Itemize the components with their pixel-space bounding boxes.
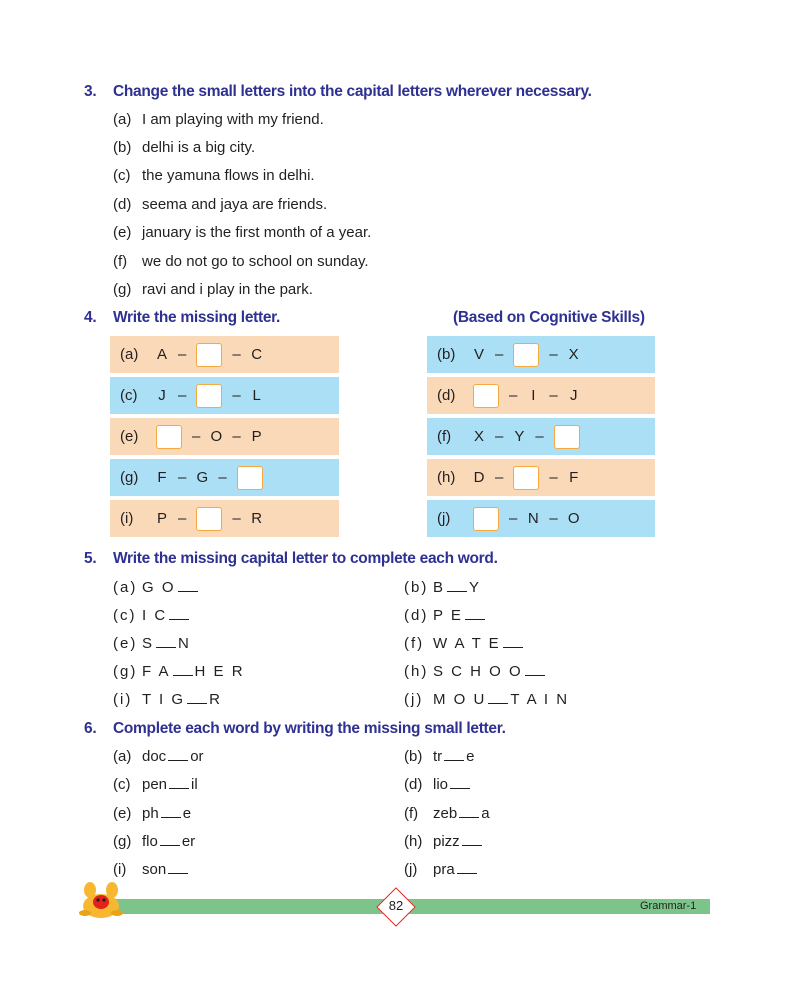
answer-underline[interactable]	[160, 833, 180, 846]
question-6-heading: 6. Complete each word by writing the missing small letter.	[84, 720, 506, 737]
q4-box-j: (j) – N – O	[427, 500, 655, 537]
q3-item-d: (d) seema and jaya are friends.	[113, 196, 328, 213]
q6-item-h: (h) pizz	[404, 833, 484, 850]
question-4-heading: 4. Write the missing letter.	[84, 309, 281, 326]
answer-underline[interactable]	[459, 805, 479, 818]
answer-underline[interactable]	[447, 579, 467, 592]
q6-item-g: (g) flo er	[113, 833, 196, 850]
answer-underline[interactable]	[173, 663, 193, 676]
answer-underline[interactable]	[187, 691, 207, 704]
q3-item-b: (b) delhi is a big city.	[113, 139, 256, 156]
q5-item-d: (d) P E	[404, 607, 487, 624]
q4-box-f: (f) X – Y –	[427, 418, 655, 455]
q6-item-d: (d) lio	[404, 776, 472, 793]
answer-underline[interactable]	[169, 776, 189, 789]
q4-box-i: (i) P – – R	[110, 500, 339, 537]
answer-underline[interactable]	[465, 607, 485, 620]
answer-underline[interactable]	[503, 635, 523, 648]
q4-box-b: (b) V – – X	[427, 336, 655, 373]
answer-underline[interactable]	[161, 805, 181, 818]
q5-item-i: (i) T I G R	[113, 691, 222, 708]
cognitive-skills-note: (Based on Cognitive Skills)	[453, 309, 645, 326]
answer-underline[interactable]	[156, 635, 176, 648]
q6-item-e: (e) ph e	[113, 805, 192, 822]
q5-item-h: (h) S C H O O	[404, 663, 547, 680]
q5-item-b: (b) B Y	[404, 579, 482, 596]
q5-item-g: (g) F A H E R	[113, 663, 245, 680]
answer-underline[interactable]	[169, 607, 189, 620]
q4-box-g: (g) F – G –	[110, 459, 339, 496]
q6-item-b: (b) tr e	[404, 748, 475, 765]
question-3-heading: 3. Change the small letters into the capital letters wherever necessary.	[84, 83, 592, 100]
q5-item-a: (a) G O	[113, 579, 200, 596]
q6-item-c: (c) pen il	[113, 776, 198, 793]
answer-underline[interactable]	[488, 691, 508, 704]
q5-item-e: (e) S N	[113, 635, 191, 652]
mascot-icon	[76, 880, 126, 920]
q5-item-j: (j) M O U T A I N	[404, 691, 570, 708]
answer-underline[interactable]	[450, 776, 470, 789]
answer-underline[interactable]	[444, 748, 464, 761]
answer-blank[interactable]	[196, 343, 222, 367]
answer-underline[interactable]	[457, 861, 477, 874]
q3-item-c: (c) the yamuna flows in delhi.	[113, 167, 315, 184]
answer-blank[interactable]	[156, 425, 182, 449]
q5-item-c: (c) I C	[113, 607, 191, 624]
q3-item-a: (a) I am playing with my friend.	[113, 111, 324, 128]
answer-underline[interactable]	[168, 861, 188, 874]
q4-box-a: (a) A – – C	[110, 336, 339, 373]
q3-item-f: (f) we do not go to school on sunday.	[113, 253, 369, 270]
answer-blank[interactable]	[513, 466, 539, 490]
answer-blank[interactable]	[554, 425, 580, 449]
answer-blank[interactable]	[473, 507, 499, 531]
question-5-heading: 5. Write the missing capital letter to complete each word.	[84, 550, 498, 567]
book-title: Grammar-1	[640, 900, 697, 912]
q4-box-d: (d) – I – J	[427, 377, 655, 414]
q4-box-c: (c) J – – L	[110, 377, 339, 414]
q4-box-h: (h) D – – F	[427, 459, 655, 496]
answer-underline[interactable]	[525, 663, 545, 676]
q5-item-f: (f) W A T E	[404, 635, 525, 652]
answer-underline[interactable]	[462, 833, 482, 846]
q4-box-e: (e) – O – P	[110, 418, 339, 455]
q6-item-j: (j) pra	[404, 861, 479, 878]
q6-item-i: (i) son	[113, 861, 190, 878]
answer-underline[interactable]	[178, 579, 198, 592]
answer-blank[interactable]	[196, 384, 222, 408]
answer-blank[interactable]	[473, 384, 499, 408]
answer-underline[interactable]	[168, 748, 188, 761]
page-number: 82	[388, 898, 404, 913]
q3-item-g: (g) ravi and i play in the park.	[113, 281, 313, 298]
q6-item-f: (f) zeb a	[404, 805, 490, 822]
answer-blank[interactable]	[237, 466, 263, 490]
answer-blank[interactable]	[196, 507, 222, 531]
answer-blank[interactable]	[513, 343, 539, 367]
q6-item-a: (a) doc or	[113, 748, 204, 765]
q3-item-e: (e) january is the first month of a year.	[113, 224, 372, 241]
